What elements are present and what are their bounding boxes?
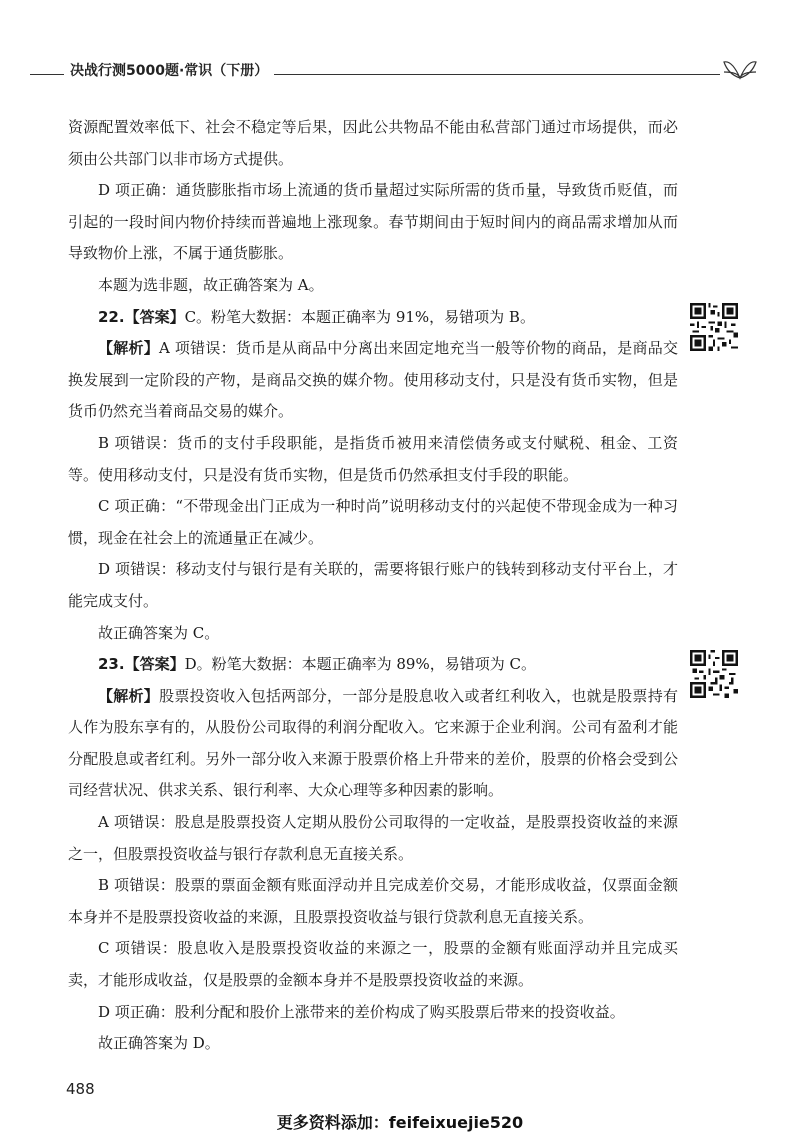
answer-line — [68, 649, 678, 681]
paragraph-text: D 项正确：股利分配和股价上涨带来的差价构成了购买股票后带来的投资收益。 — [98, 1002, 625, 1021]
paragraph-text: A 项错误：货币是从商品中分离出来固定地充当一般等价物的商品，是商品交换发展到一定阶段的产物，是商品交换的媒介物。使用移动支付，只是没有货币实物，但是货币仍然充当着商品交易的媒介。 — [68, 339, 678, 421]
answer-label: 22.【答案】 — [98, 307, 185, 326]
analysis-paragraph — [68, 681, 678, 807]
analysis-label: 【解析】 — [98, 686, 160, 705]
paragraph — [68, 554, 678, 617]
paragraph — [68, 112, 678, 175]
footer-note: 更多资料添加：feifeixuejie520 — [276, 1113, 524, 1132]
paragraph-text: C 项正确：“不带现金出门正成为一种时尚”说明移动支付的兴起使不带现金成为一种习惯，现金在社会上的流通量正在减少。 — [68, 497, 678, 547]
paragraph — [68, 491, 678, 554]
paragraph-text: C 项错误：股息收入是股票投资收益的来源之一，股票的金额有账面浮动并且完成买卖，才能形成收益，仅是股票的金额本身并不是股票投资收益的来源。 — [68, 939, 678, 990]
paragraph — [68, 807, 678, 870]
paragraph-text: 本题为选非题，故正确答案为 A。 — [98, 275, 324, 294]
paragraph-text: D。粉笔大数据：本题正确率为 89%，易错项为 C。 — [184, 655, 536, 674]
paragraph — [68, 997, 678, 1029]
paragraph-text: 股票投资收入包括两部分，一部分是股息收入或者红利收入，也就是股票持有人作为股东享有的，从股份公司取得的利润分配收入。它来源于企业利润。公司有盈利才能分配股息或者红利。另外一部分收入来源于股票价格上升带来的差价，股票的价格会受到公司经营状况、供求关系、银行利率、大众心理等多种因素的影响。 — [68, 686, 678, 800]
paragraph — [68, 175, 678, 270]
paragraph — [68, 428, 678, 491]
answer-line — [68, 302, 678, 334]
paragraph-text: D 项错误：移动支付与银行是有关联的，需要将银行账户的钱转到移动支付平台上，才能完成支付。 — [68, 560, 678, 610]
analysis-paragraph — [68, 333, 678, 428]
answer-label: 23.【答案】 — [98, 655, 185, 674]
analysis-label: 【解析】 — [98, 339, 160, 358]
qr-code-icon — [690, 650, 738, 698]
paragraph — [68, 270, 678, 302]
paragraph-text: D 项正确：通货膨胀指市场上流通的货币量超过实际所需的货币量，导致货币贬值，而引起的一段时间内物价持续而普遍地上涨现象。春节期间由于短时间内的商品需求增加从而导致物价上涨，不属于通货膨胀。 — [68, 181, 678, 263]
header-rule-right — [274, 74, 720, 75]
paragraph — [68, 1028, 678, 1060]
header-rule-left — [30, 74, 64, 75]
qr-code-icon — [690, 303, 738, 351]
page-body — [68, 112, 678, 1060]
paragraph — [68, 933, 678, 996]
page-number: 488 — [66, 1080, 95, 1098]
paragraph — [68, 870, 678, 933]
paragraph-text: 故正确答案为 C。 — [98, 623, 220, 642]
running-header — [30, 58, 770, 88]
paragraph-text: A 项错误：股息是股票投资人定期从股份公司取得的一定收益，是股票投资收益的来源之一，但股票投资收益与银行存款利息无直接关系。 — [68, 813, 678, 863]
paragraph — [68, 618, 678, 650]
paragraph-text: C。粉笔大数据：本题正确率为 91%，易错项为 B。 — [184, 307, 535, 326]
header-title: 决战行测5000题·常识（下册） — [70, 63, 269, 79]
paragraph-text: B 项错误：货币的支付手段职能，是指货币被用来清偿债务或支付赋税、租金、工资等。使用移动支付，只是没有货币实物，但是货币仍然承担支付手段的职能。 — [68, 433, 678, 484]
paragraph-text: 资源配置效率低下、社会不稳定等后果，因此公共物品不能由私营部门通过市场提供，而必须由公共部门以非市场方式提供。 — [68, 118, 678, 168]
paragraph-text: B 项错误：股票的票面金额有账面浮动并且完成差价交易，才能形成收益，仅票面金额本身并不是股票投资收益的来源，且股票投资收益与银行贷款利息无直接关系。 — [68, 876, 678, 926]
paragraph-text: 故正确答案为 D。 — [98, 1034, 220, 1053]
sprout-icon — [720, 56, 760, 84]
